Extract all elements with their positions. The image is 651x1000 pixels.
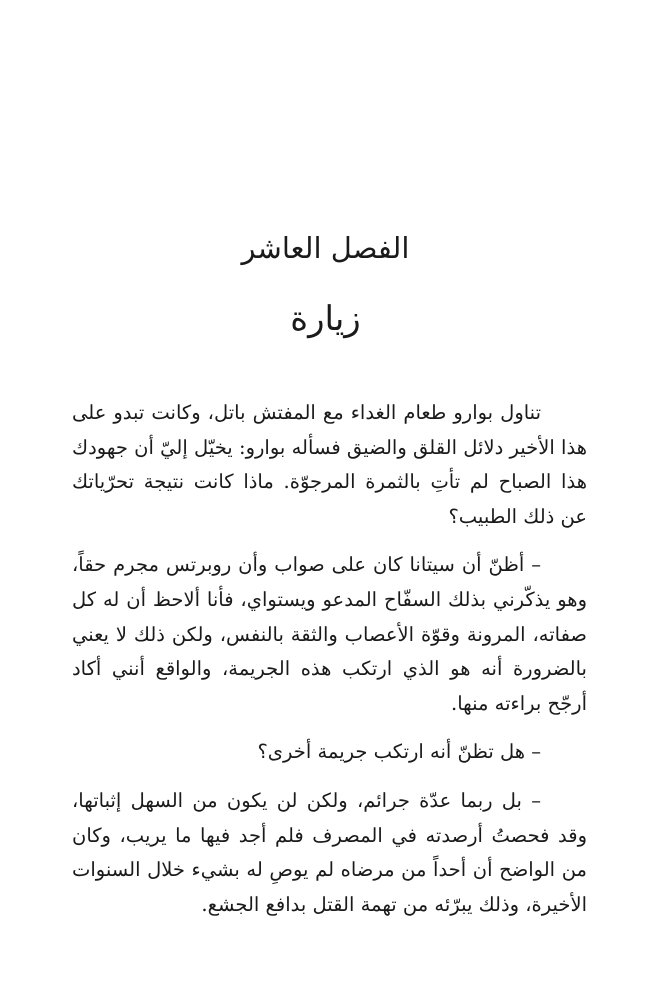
chapter-title: الفصل العاشر xyxy=(241,231,410,265)
chapter-body xyxy=(72,396,587,922)
paragraph-2: – أظنّ أن سيتانا كان على صواب وأن روبرتس مجرم حقاً، وهو يذكّرني بذلك السفّاح المدعو ويستواي، فأنا ألاحظ أن له كل صفاته، المرونة وقوّة الأعصاب والثقة بالنفس، ولكن ذلك لا يعني بالضرورة أنه هو الذي ارتكب هذه الجريمة، والواقع أنني أكاد أرجّح براءته منها. xyxy=(72,553,587,715)
paragraph-3: – هل تظنّ أنه ارتكب جريمة أخرى؟ xyxy=(257,740,541,764)
paragraph-1: تناول بوارو طعام الغداء مع المفتش باتل، وكانت تبدو على هذا الأخير دلائل القلق والضيق فسأله بوارو: يخيّل إليّ أن جهودك هذا الصباح لم تأتِ بالثمرة المرجوّة. ماذا كانت نتيجة تحرّياتك عن ذلك الطبيب؟ xyxy=(72,401,587,528)
chapter-subtitle: زيارة xyxy=(290,299,361,339)
paragraph-4: – بل ربما عدّة جرائم، ولكن لن يكون من السهل إثباتها، وقد فحصتُ أرصدته في المصرف فلم أجد فيها ما يريب، وكان من الواضح أن أحداً من مرضاه لم يوصِ له بشيء خلال السنوات الأخيرة، وذلك يبرّئه من تهمة القتل بدافع الجشع. xyxy=(72,788,587,916)
